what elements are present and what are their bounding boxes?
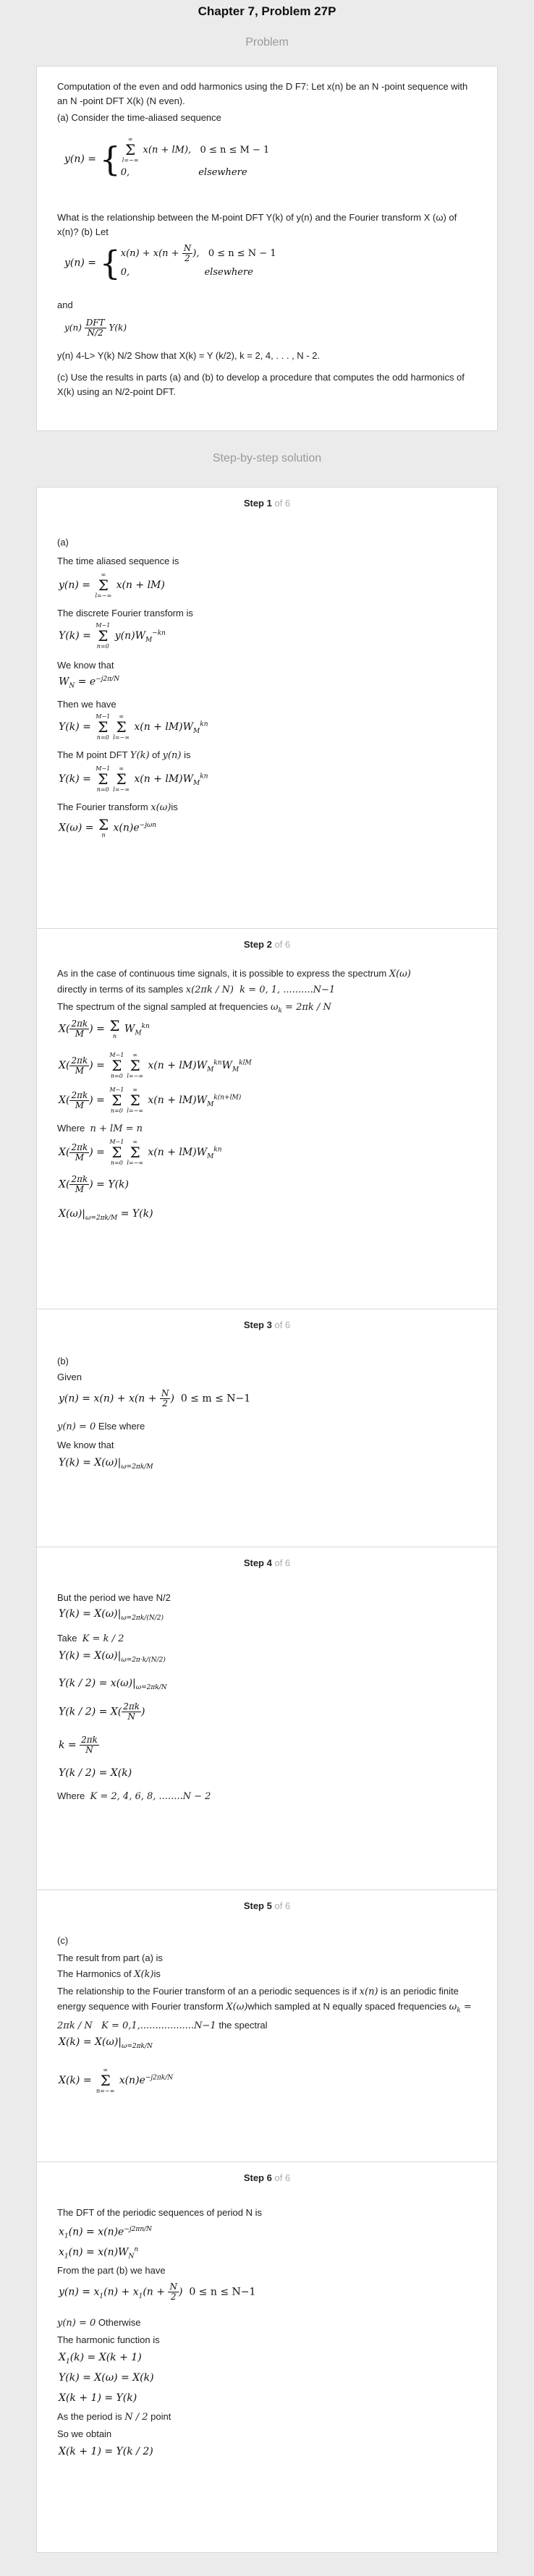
step-4-line: Take K = k / 2: [57, 1633, 124, 1644]
step-3-equation: $Y(k) = X(\omega)|_{\omega=2\pi k/M}$: [59, 1457, 153, 1471]
problem-question: What is the relationship between the M-point DFT Y(k) of y(n) and the Fourier transform X (ω) of x(n)? (b) Let: [57, 212, 457, 237]
step-5-equation: X(k) = ∞ Σ n=−∞ $x(n)e^{-j2\pi k/N}$: [59, 2067, 174, 2094]
step-4-equation: Y(k / 2) = X( $\frac{2\pi k}{N}$ ): [59, 1701, 145, 1722]
step-1-equation: Y(k) = M−1 Σ n=0 ∞ Σ l=−∞ $x(n + lM)W_M^{kn}$: [59, 765, 208, 793]
step-6-equation: X(k + 1) = Y(k): [59, 2392, 137, 2404]
step-6-line: The harmonic function is: [57, 2334, 160, 2345]
step-5-equation: $X(k) = X(\omega)|_{\omega=2\pi k/N}$: [59, 2036, 153, 2050]
step-3-line: Given: [57, 1372, 82, 1382]
step-6-equation: $x_1(n) = x(n)W_N^n$: [59, 2246, 139, 2261]
problem-heading: Problem: [245, 36, 289, 48]
step-6-line: From the part (b) we have: [57, 2265, 166, 2276]
step-5-heading: Step 5 of 6: [243, 1900, 291, 1911]
step-4-line: But the period we have N/2: [57, 1592, 171, 1603]
step-1-equation: Y(k) = M−1 Σ n=0 ∞ Σ l=−∞ $x(n + lM)W_M^{kn}$: [59, 713, 208, 741]
step-3-equation: y(n) = x(n) + x(n + $\frac{N}{2}$ ) 0 ≤ m ≤ N−1: [59, 1388, 251, 1408]
eq1-where: elsewhere: [198, 167, 247, 178]
step-4-equation: k = $\frac{2\pi k}{N}$: [59, 1735, 98, 1755]
eq1-cond: 0 ≤ n ≤ M − 1: [200, 144, 270, 156]
step-1-line: (a): [57, 537, 69, 548]
problem-intro: Computation of the even and odd harmonics using the D F7: Let x(n) be an N -point sequence with an N -point DFT X(k) (N even).: [57, 81, 468, 106]
step-4-heading: Step 4 of 6: [243, 1557, 291, 1568]
problem-card: [36, 66, 498, 431]
step-4-equation: Y(k / 2) = X(k): [59, 1767, 132, 1779]
page-title: Chapter 7, Problem 27P: [198, 4, 336, 18]
step-1-line: The discrete Fourier transform is: [57, 608, 193, 619]
step-1-heading: Step 1 of 6: [243, 498, 291, 509]
step-6-line: y(n) = 0 Otherwise: [57, 2317, 141, 2329]
step-card-2: [36, 928, 498, 1309]
step-6-equation: $x_1(n) = x(n)e^{-j2\pi n/N}$: [59, 2226, 153, 2240]
step-2-heading: Step 2 of 6: [243, 939, 291, 950]
step-6-equation: Y(k) = X(ω) = X(k): [59, 2372, 154, 2384]
step-6-line: As the period is N / 2 point: [57, 2411, 171, 2423]
step-card-1: [36, 487, 498, 929]
step-1-equation: Y(k) = M−1 Σ n=0 $y(n)W_M^{-kn}$: [59, 622, 166, 650]
step-2-equation: X( $\frac{2\pi k}{M}$ ) = M−1 Σ n=0 ∞ Σ l=−∞ $x(n + lM)W_M^{k(n+lM)}$: [59, 1087, 242, 1114]
equation-aliased: y(n) = { ∞ Σ l=−∞ x(n + lM), 0 ≤ n ≤ M − 1 0, elsewhere: [64, 136, 270, 179]
step-card-3: [36, 1309, 498, 1547]
step-6-line: So we obtain: [57, 2428, 112, 2439]
problem-and: and: [57, 299, 73, 310]
step-6-line: The DFT of the periodic sequences of period N is: [57, 2207, 263, 2218]
step-5-line: (c): [57, 1935, 69, 1946]
step-2-equation: X( $\frac{2\pi k}{M}$ ) = Σ n $W_M^{kn}$: [59, 1017, 150, 1040]
step-4-equation: $Y(k / 2) = x(\omega)|_{\omega=2\pi k/N}$: [59, 1678, 167, 1691]
step-5-line: The relationship to the Fourier transform of an a periodic sequences is if x(n) is an periodic finite energy sequence with Fourier transform X(ω)which sampled at N equally spaced frequencies $\omega_k = 2\pi k / N$ K = 0,1,..................N−1 the spectral: [57, 1986, 472, 2031]
step-6-equation: $X_1(k) = X(k + 1)$: [59, 2352, 142, 2365]
eq2-where: elsewhere: [204, 267, 253, 278]
step-card-4: [36, 1547, 498, 1890]
step-2-equation: X( $\frac{2\pi k}{M}$ ) = M−1 Σ n=0 ∞ Σ l=−∞ $x(n + lM)W_M^{kn}$: [59, 1139, 222, 1166]
step-2-line: Where n + lM = n: [57, 1123, 143, 1134]
step-3-line: (b): [57, 1356, 69, 1366]
problem-part-a: (a) Consider the time-aliased sequence: [57, 112, 221, 123]
step-4-equation: $Y(k) = X(\omega)|_{\omega=2\pi\cdot k/(N/2)}$: [59, 1650, 166, 1664]
step-4-equation: $Y(k) = X(\omega)|_{\omega=2\pi k/(N/2)}$: [59, 1608, 164, 1622]
solution-heading: Step-by-step solution: [212, 452, 322, 464]
step-3-heading: Step 3 of 6: [243, 1319, 291, 1330]
step-2-line: The spectrum of the signal sampled at frequencies $\omega_k = 2\pi k / N$: [57, 1001, 331, 1015]
step-2-equation: X( $\frac{2\pi k}{M}$ ) = Y(k): [59, 1174, 129, 1194]
equation-sequence: y(n) = {x(n) + x(n + $\frac{N}{2}$ ), 0 ≤ n ≤ N − 1 0, elsewhere: [64, 243, 276, 283]
step-1-line: Then we have: [57, 699, 116, 710]
step-1-equation: X(ω) = Σ n $x(n)e^{-j\omega n}$: [59, 816, 157, 838]
step-1-line: The M point DFT Y(k) of y(n) is: [57, 749, 191, 761]
step-1-line: The time aliased sequence is: [57, 556, 179, 566]
step-card-6: [36, 2161, 498, 2553]
step-3-line: y(n) = 0 Else where: [57, 1421, 145, 1432]
step-1-equation: y(n) = ∞ Σ l=−∞ x(n + lM): [59, 571, 165, 599]
step-3-line: We know that: [57, 1440, 114, 1450]
step-2-line: directly in terms of its samples x(2πk / N) k = 0, 1, ..........N−1: [57, 984, 336, 995]
step-2-equation: $X(\omega)|_{\omega=2\pi k/M} = Y(k)$: [59, 1208, 153, 1222]
problem-part-b: y(n) 4-L> Y(k) N/2 Show that X(k) = Y (k/2), k = 2, 4, . . . , N - 2.: [57, 350, 321, 361]
step-5-line: The result from part (a) is: [57, 1952, 163, 1963]
eq2-cond: 0 ≤ n ≤ N − 1: [208, 248, 276, 259]
step-1-line: The Fourier transform x(ω)is: [57, 802, 178, 813]
step-5-line: The Harmonics of X(k)is: [57, 1968, 161, 1980]
step-1-equation: $W_N = e^{-j2\pi/N}$: [59, 676, 120, 690]
step-6-heading: Step 6 of 6: [243, 2172, 291, 2183]
equation-dft-pair: y(n) $\frac{\text{DFT}}{N/2}$ Y(k): [64, 318, 127, 338]
step-2-line: As in the case of continuous time signals, it is possible to express the spectrum X(ω): [57, 968, 411, 979]
problem-part-c: (c) Use the results in parts (a) and (b) to develop a procedure that computes the odd harmonics of X(k) using an N/2-point DFT.: [57, 372, 465, 397]
step-6-equation: $y(n) = x_1(n) + x_1(n$ + $\frac{N}{2}$ ) 0 ≤ n ≤ N−1: [59, 2282, 256, 2302]
step-card-5: [36, 1890, 498, 2162]
step-2-equation: X( $\frac{2\pi k}{M}$ ) = M−1 Σ n=0 ∞ Σ l=−∞ $x(n + lM)W_M^{kn}W_M^{klM}$: [59, 1052, 252, 1079]
step-6-equation: X(k + 1) = Y(k / 2): [59, 2446, 153, 2457]
step-4-line: Where K = 2, 4, 6, 8, ........N − 2: [57, 1790, 211, 1802]
step-1-line: We know that: [57, 660, 114, 671]
